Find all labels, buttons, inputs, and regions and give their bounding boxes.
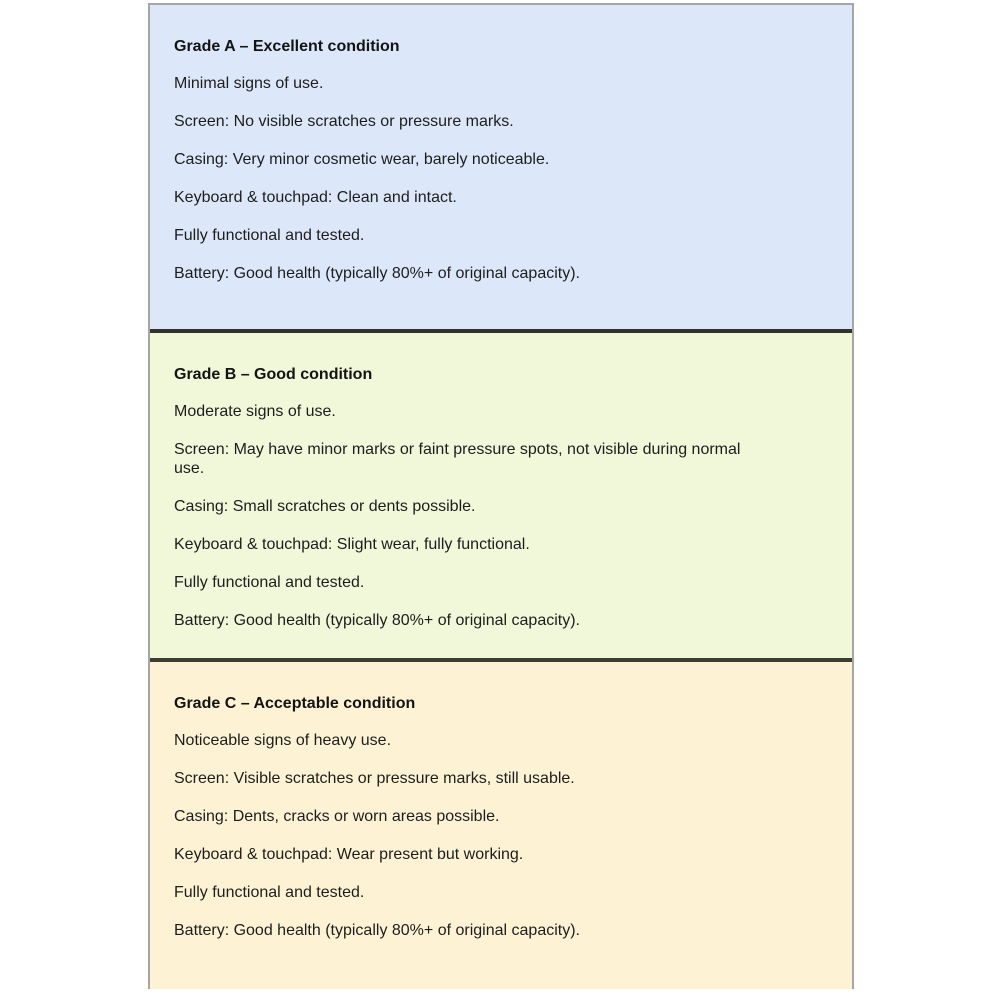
grade-a-title: Grade A – Excellent condition: [174, 38, 400, 55]
grade-b-line-functional: Fully functional and tested.: [174, 574, 365, 591]
grade-c-line-summary: Noticeable signs of heavy use.: [174, 732, 392, 749]
grade-b-panel: [150, 333, 852, 662]
grade-a-line-screen: Screen: No visible scratches or pressure marks.: [174, 113, 514, 130]
grade-c-line-keyboard: Keyboard & touchpad: Wear present but working.: [174, 846, 524, 863]
grade-c-line-functional: Fully functional and tested.: [174, 884, 365, 901]
grade-a-line-keyboard: Keyboard & touchpad: Clean and intact.: [174, 189, 457, 206]
grade-b-title: Grade B – Good condition: [174, 366, 373, 383]
grade-c-line-casing: Casing: Dents, cracks or worn areas possible.: [174, 808, 500, 825]
grade-a-line-functional: Fully functional and tested.: [174, 227, 365, 244]
grade-c-panel: [150, 662, 852, 989]
grade-a-panel: [150, 5, 852, 333]
grading-info-container: [148, 3, 854, 989]
grade-b-line-screen: Screen: May have minor marks or faint pressure spots, not visible during normal use.: [174, 441, 741, 477]
grade-c-line-screen: Screen: Visible scratches or pressure marks, still usable.: [174, 770, 575, 787]
grade-a-line-battery: Battery: Good health (typically 80%+ of original capacity).: [174, 265, 580, 282]
grade-b-line-battery: Battery: Good health (typically 80%+ of original capacity).: [174, 612, 580, 629]
grade-c-line-battery: Battery: Good health (typically 80%+ of original capacity).: [174, 922, 580, 939]
grade-b-line-summary: Moderate signs of use.: [174, 403, 336, 420]
grade-a-line-casing: Casing: Very minor cosmetic wear, barely noticeable.: [174, 151, 550, 168]
grade-b-line-keyboard: Keyboard & touchpad: Slight wear, fully functional.: [174, 536, 530, 553]
grade-a-line-summary: Minimal signs of use.: [174, 75, 324, 92]
grade-b-line-casing: Casing: Small scratches or dents possible.: [174, 498, 476, 515]
grade-c-title: Grade C – Acceptable condition: [174, 695, 416, 712]
